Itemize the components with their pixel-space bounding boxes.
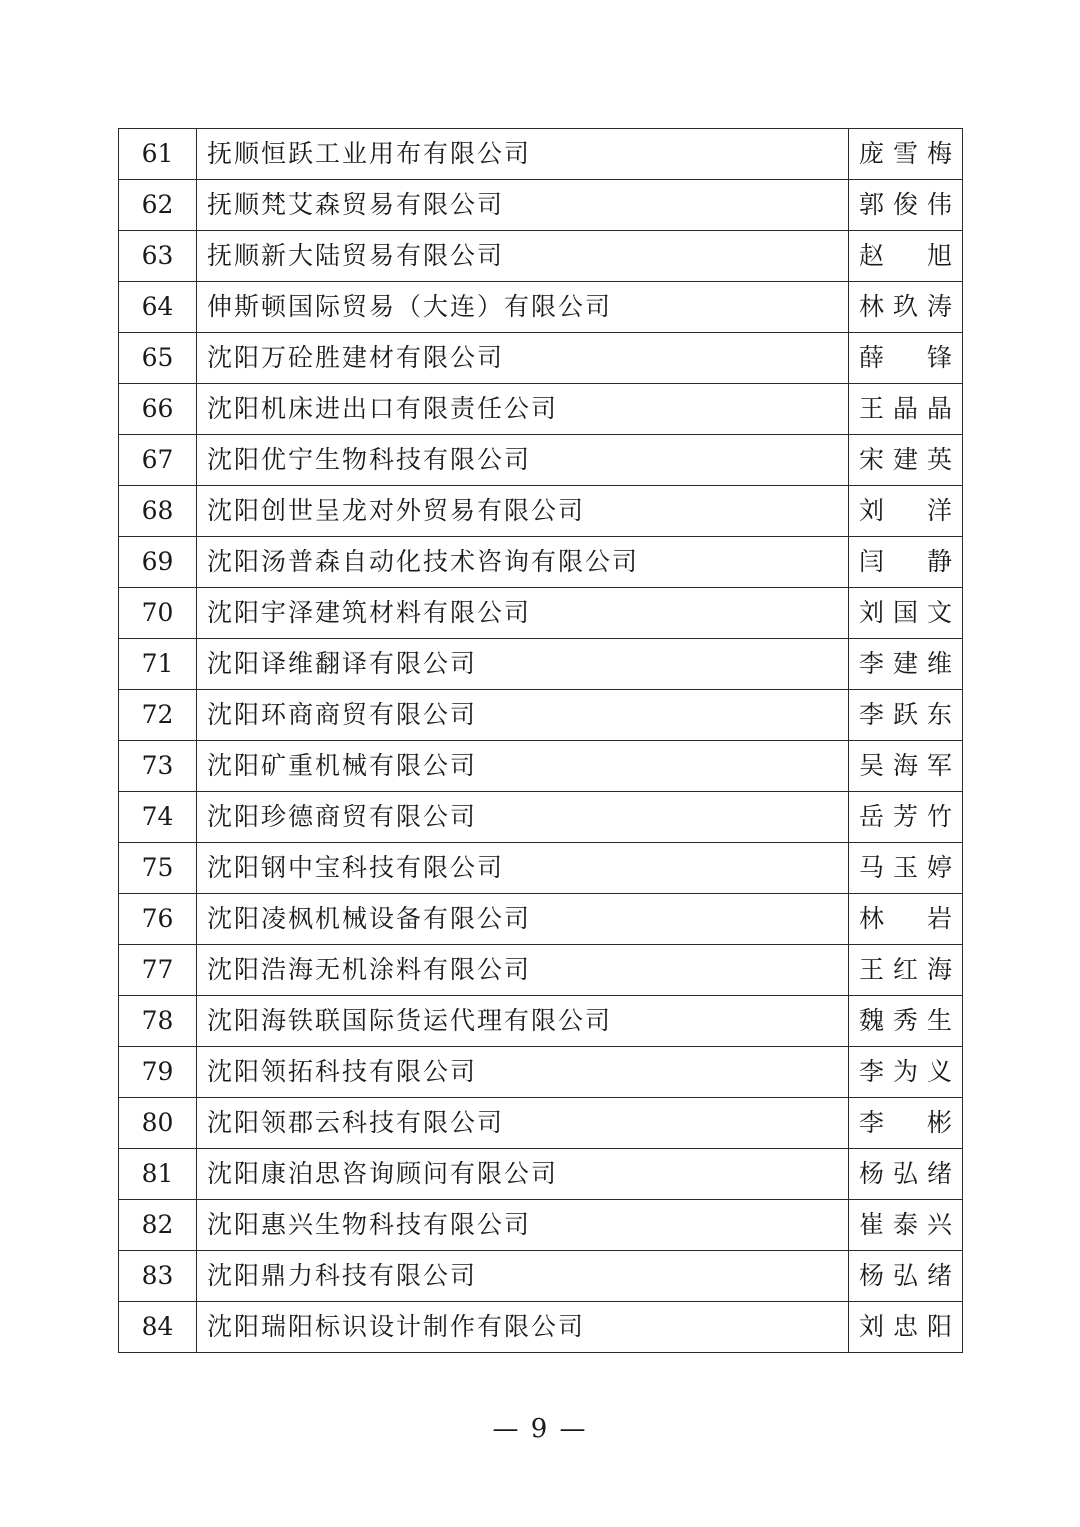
contact-person: 宋建英 <box>849 435 963 486</box>
contact-person: 李为义 <box>849 1047 963 1098</box>
row-number: 73 <box>119 741 197 792</box>
table-row <box>119 843 963 894</box>
row-number: 62 <box>119 180 197 231</box>
contact-person: 马玉婷 <box>849 843 963 894</box>
row-number: 61 <box>119 129 197 180</box>
row-number: 68 <box>119 486 197 537</box>
table-row <box>119 333 963 384</box>
company-name: 沈阳译维翻译有限公司 <box>197 639 849 690</box>
table-row <box>119 690 963 741</box>
contact-person: 林 岩 <box>849 894 963 945</box>
contact-person: 刘忠阳 <box>849 1302 963 1353</box>
contact-person: 魏秀生 <box>849 996 963 1047</box>
row-number: 69 <box>119 537 197 588</box>
row-number: 82 <box>119 1200 197 1251</box>
table-row <box>119 129 963 180</box>
contact-person: 庞雪梅 <box>849 129 963 180</box>
table-row <box>119 1098 963 1149</box>
row-number: 63 <box>119 231 197 282</box>
company-name: 沈阳环商商贸有限公司 <box>197 690 849 741</box>
page-number: — 9 — <box>492 1414 588 1444</box>
contact-person: 林玖涛 <box>849 282 963 333</box>
table-row <box>119 282 963 333</box>
table-row <box>119 486 963 537</box>
table-row <box>119 792 963 843</box>
contact-person: 王红海 <box>849 945 963 996</box>
contact-person: 崔泰兴 <box>849 1200 963 1251</box>
table-row <box>119 894 963 945</box>
company-list-table <box>118 128 963 1353</box>
table-row <box>119 537 963 588</box>
row-number: 74 <box>119 792 197 843</box>
table-row <box>119 231 963 282</box>
company-name: 沈阳凌枫机械设备有限公司 <box>197 894 849 945</box>
contact-person: 李 彬 <box>849 1098 963 1149</box>
company-name: 沈阳汤普森自动化技术咨询有限公司 <box>197 537 849 588</box>
row-number: 83 <box>119 1251 197 1302</box>
table-row <box>119 1149 963 1200</box>
contact-person: 郭俊伟 <box>849 180 963 231</box>
table-row <box>119 384 963 435</box>
row-number: 77 <box>119 945 197 996</box>
company-name: 沈阳矿重机械有限公司 <box>197 741 849 792</box>
contact-person: 李建维 <box>849 639 963 690</box>
table-row <box>119 435 963 486</box>
company-name: 沈阳宇泽建筑材料有限公司 <box>197 588 849 639</box>
row-number: 70 <box>119 588 197 639</box>
table-row <box>119 741 963 792</box>
company-name: 沈阳海铁联国际货运代理有限公司 <box>197 996 849 1047</box>
row-number: 79 <box>119 1047 197 1098</box>
row-number: 81 <box>119 1149 197 1200</box>
contact-person: 薛 锋 <box>849 333 963 384</box>
contact-person: 刘 洋 <box>849 486 963 537</box>
row-number: 80 <box>119 1098 197 1149</box>
company-name: 沈阳钢中宝科技有限公司 <box>197 843 849 894</box>
company-name: 沈阳领拓科技有限公司 <box>197 1047 849 1098</box>
table-row <box>119 945 963 996</box>
company-name: 沈阳万砼胜建材有限公司 <box>197 333 849 384</box>
company-name: 沈阳领郡云科技有限公司 <box>197 1098 849 1149</box>
contact-person: 吴海军 <box>849 741 963 792</box>
row-number: 72 <box>119 690 197 741</box>
row-number: 75 <box>119 843 197 894</box>
table-row <box>119 1251 963 1302</box>
table-body <box>119 129 963 1353</box>
table-row <box>119 1200 963 1251</box>
row-number: 64 <box>119 282 197 333</box>
table-row <box>119 1302 963 1353</box>
company-name: 沈阳珍德商贸有限公司 <box>197 792 849 843</box>
contact-person: 杨弘绪 <box>849 1149 963 1200</box>
company-name: 沈阳优宁生物科技有限公司 <box>197 435 849 486</box>
company-name: 抚顺恒跃工业用布有限公司 <box>197 129 849 180</box>
contact-person: 赵 旭 <box>849 231 963 282</box>
row-number: 65 <box>119 333 197 384</box>
table-row <box>119 588 963 639</box>
company-name: 沈阳康泊思咨询顾问有限公司 <box>197 1149 849 1200</box>
company-name: 伸斯顿国际贸易（大连）有限公司 <box>197 282 849 333</box>
row-number: 67 <box>119 435 197 486</box>
company-name: 沈阳机床进出口有限责任公司 <box>197 384 849 435</box>
contact-person: 闫 静 <box>849 537 963 588</box>
contact-person: 刘国文 <box>849 588 963 639</box>
row-number: 66 <box>119 384 197 435</box>
company-name: 沈阳创世呈龙对外贸易有限公司 <box>197 486 849 537</box>
row-number: 78 <box>119 996 197 1047</box>
table-row <box>119 180 963 231</box>
table-row <box>119 996 963 1047</box>
row-number: 71 <box>119 639 197 690</box>
row-number: 76 <box>119 894 197 945</box>
row-number: 84 <box>119 1302 197 1353</box>
table-row <box>119 639 963 690</box>
contact-person: 李跃东 <box>849 690 963 741</box>
company-name: 沈阳浩海无机涂料有限公司 <box>197 945 849 996</box>
company-name: 沈阳瑞阳标识设计制作有限公司 <box>197 1302 849 1353</box>
contact-person: 岳芳竹 <box>849 792 963 843</box>
contact-person: 王晶晶 <box>849 384 963 435</box>
table-row <box>119 1047 963 1098</box>
company-name: 沈阳惠兴生物科技有限公司 <box>197 1200 849 1251</box>
company-name: 抚顺新大陆贸易有限公司 <box>197 231 849 282</box>
company-name: 抚顺梵艾森贸易有限公司 <box>197 180 849 231</box>
company-name: 沈阳鼎力科技有限公司 <box>197 1251 849 1302</box>
contact-person: 杨弘绪 <box>849 1251 963 1302</box>
